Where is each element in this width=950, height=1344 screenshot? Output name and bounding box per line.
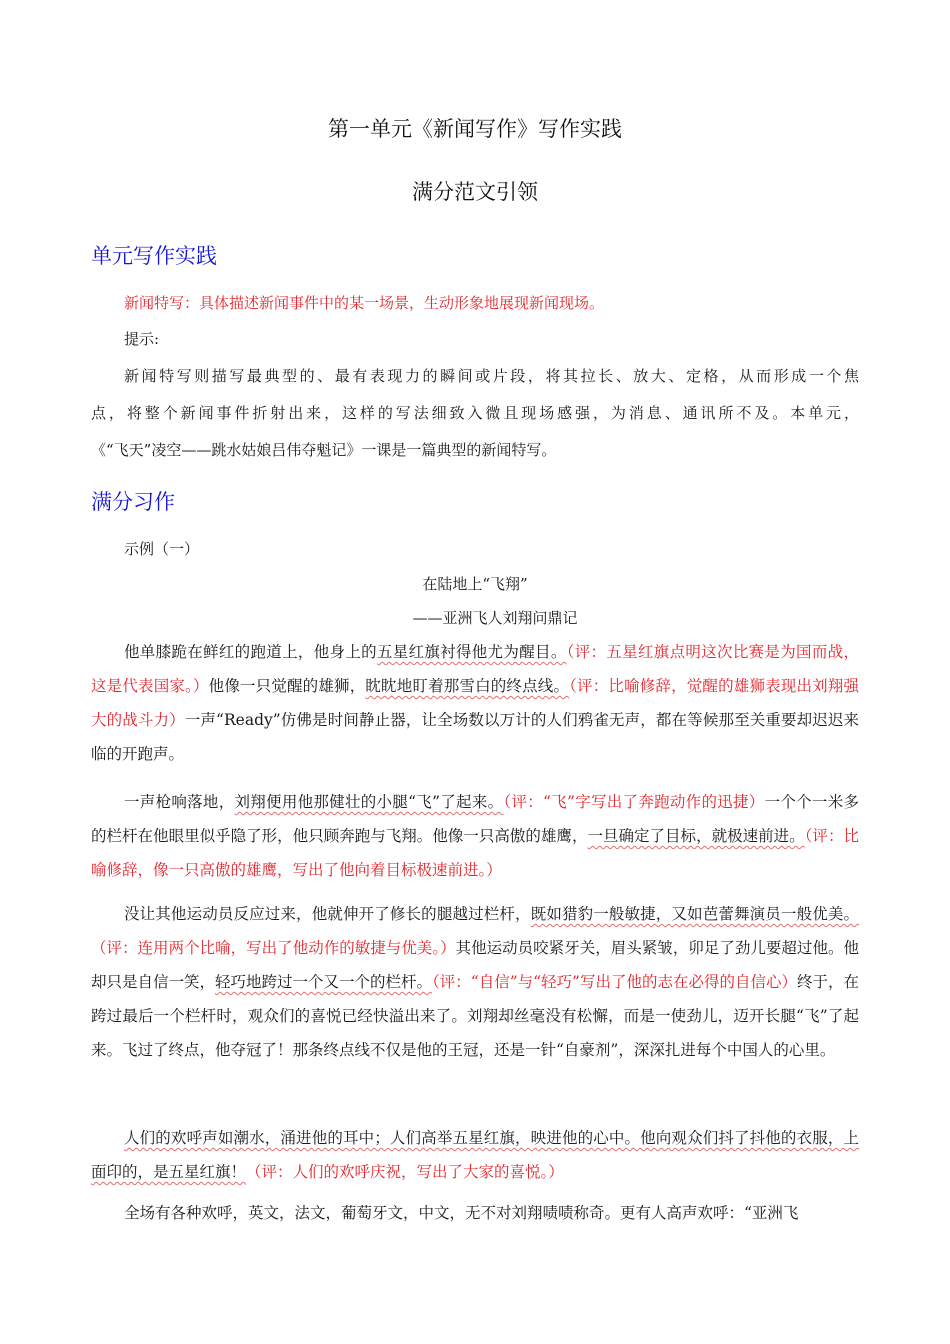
p3-highlight-1: 既如猎豹一般敏捷，又如芭蕾舞演员一般优美。 <box>530 905 859 923</box>
essay-paragraph-4 <box>91 1121 859 1189</box>
p3-comment-2: （评：“自信”与“轻巧”写出了他的志在必得的自信心） <box>432 973 797 991</box>
section-heading-practice: 单元写作实践 <box>91 244 217 268</box>
essay-paragraph-1 <box>91 635 859 771</box>
p1-comment-2: （评：比喻修辞，觉醒的雄狮表现出刘翔强大的战斗力） <box>91 677 859 729</box>
writing-task: 新闻特写：具体描述新闻事件中的某一场景，生动形象地展现新闻现场。 <box>124 294 605 312</box>
p1-comment-1: （评：五星红旗点明这次比赛是为国而战，这是代表国家。） <box>91 643 859 695</box>
p2-comment-1: （评：“飞”字写出了奔跑动作的迅捷） <box>503 793 765 811</box>
essay-title: 在陆地上“飞翔” <box>422 575 528 593</box>
p2-highlight-2: 一旦确定了目标，就极速前进。 <box>587 827 805 845</box>
p1-text-b: 他像一只觉醒的雄狮， <box>208 677 366 695</box>
p3-comment-1: （评：连用两个比喻，写出了他动作的敏捷与优美。） <box>91 939 456 957</box>
p3-text-b: 其他运动员咬紧牙关，眉头紧皱，卯足了劲儿要超过他。他却只是自信一笑， <box>91 939 859 991</box>
hint-line-1: 新闻特写则描写最典型的、最有表现力的瞬间或片段，将其拉长、放大、定格，从而形成一个焦 <box>124 367 859 385</box>
p2-comment-2: （评：比喻修辞，像一只高傲的雄鹰，写出了他向着目标极速前进。） <box>91 827 859 879</box>
p3-highlight-2: 轻巧地跨过一个又一个的栏杆。 <box>215 973 433 991</box>
essay-paragraph-3 <box>91 897 859 1067</box>
p1-text-a: 他单膝跪在鲜红的跑道上，他身上的 <box>124 643 377 661</box>
p2-text-b: 一个个一米多的栏杆在他眼里似乎隐了形，他只顾奔跑与飞翔。他像一只高傲的雄鹰， <box>91 793 859 845</box>
document-title: 第一单元《新闻写作》写作实践 <box>328 117 622 141</box>
p4-comment-1: （评：人们的欢呼庆祝，写出了大家的喜悦。） <box>246 1163 564 1181</box>
document-subtitle: 满分范文引领 <box>412 180 538 204</box>
p2-text-a: 一声枪响落地， <box>124 793 235 811</box>
hint-line-3: 《“飞天”凌空——跳水姑娘吕伟夺魁记》一课是一篇典型的新闻特写。 <box>91 441 557 459</box>
p1-highlight-2: 眈眈地盯着那雪白的终点线。 <box>365 677 570 695</box>
section-heading-essay: 满分习作 <box>91 490 175 514</box>
p3-text-a: 没让其他运动员反应过来，他就伸开了修长的腿越过栏杆， <box>124 905 531 923</box>
essay-subtitle: ——亚洲飞人刘翔问鼎记 <box>412 609 578 627</box>
essay-paragraph-5 <box>91 1196 859 1230</box>
p2-highlight-1: 刘翔便用他那健壮的小腿“飞”了起来。 <box>234 793 504 811</box>
p1-highlight-1: 五星红旗衬得他尤为醒目。 <box>376 643 567 661</box>
hint-label: 提示: <box>124 330 160 348</box>
p3-text-d: 终于，在跨过最后一个栏杆时，观众们的喜悦已经快溢出来了。刘翔却丝毫没有松懈，而是一使劲儿，迈开长腿“飞”了起来。飞过了终点，他夺冠了！那条终点线不仅是他的王冠，还是一针“自豪剂”，深深扎进每个中国人的心里。 <box>91 973 859 1059</box>
p4-highlight-1: 人们的欢呼声如潮水，涌进他的耳中；人们高举五星红旗，映进他的心中。他向观众们抖了抖他的衣服，上面印的，是五星红旗！ <box>91 1129 859 1181</box>
example-label: 示例（一） <box>124 540 200 558</box>
hint-line-2: 点，将整个新闻事件折射出来，这样的写法细致入微且现场感强，为消息、通讯所不及。本单元， <box>91 404 859 422</box>
essay-paragraph-2 <box>91 785 859 887</box>
p5-text-a: 全场有各种欢呼，英文，法文，葡萄牙文，中文，无不对刘翔啧啧称奇。更有人高声欢呼：“亚洲飞 <box>124 1204 799 1222</box>
p1-text-d: 一声“Ready”仿佛是时间静止器，让全场数以万计的人们鸦雀无声，都在等候那至关重要却迟迟来临的开跑声。 <box>91 711 859 763</box>
